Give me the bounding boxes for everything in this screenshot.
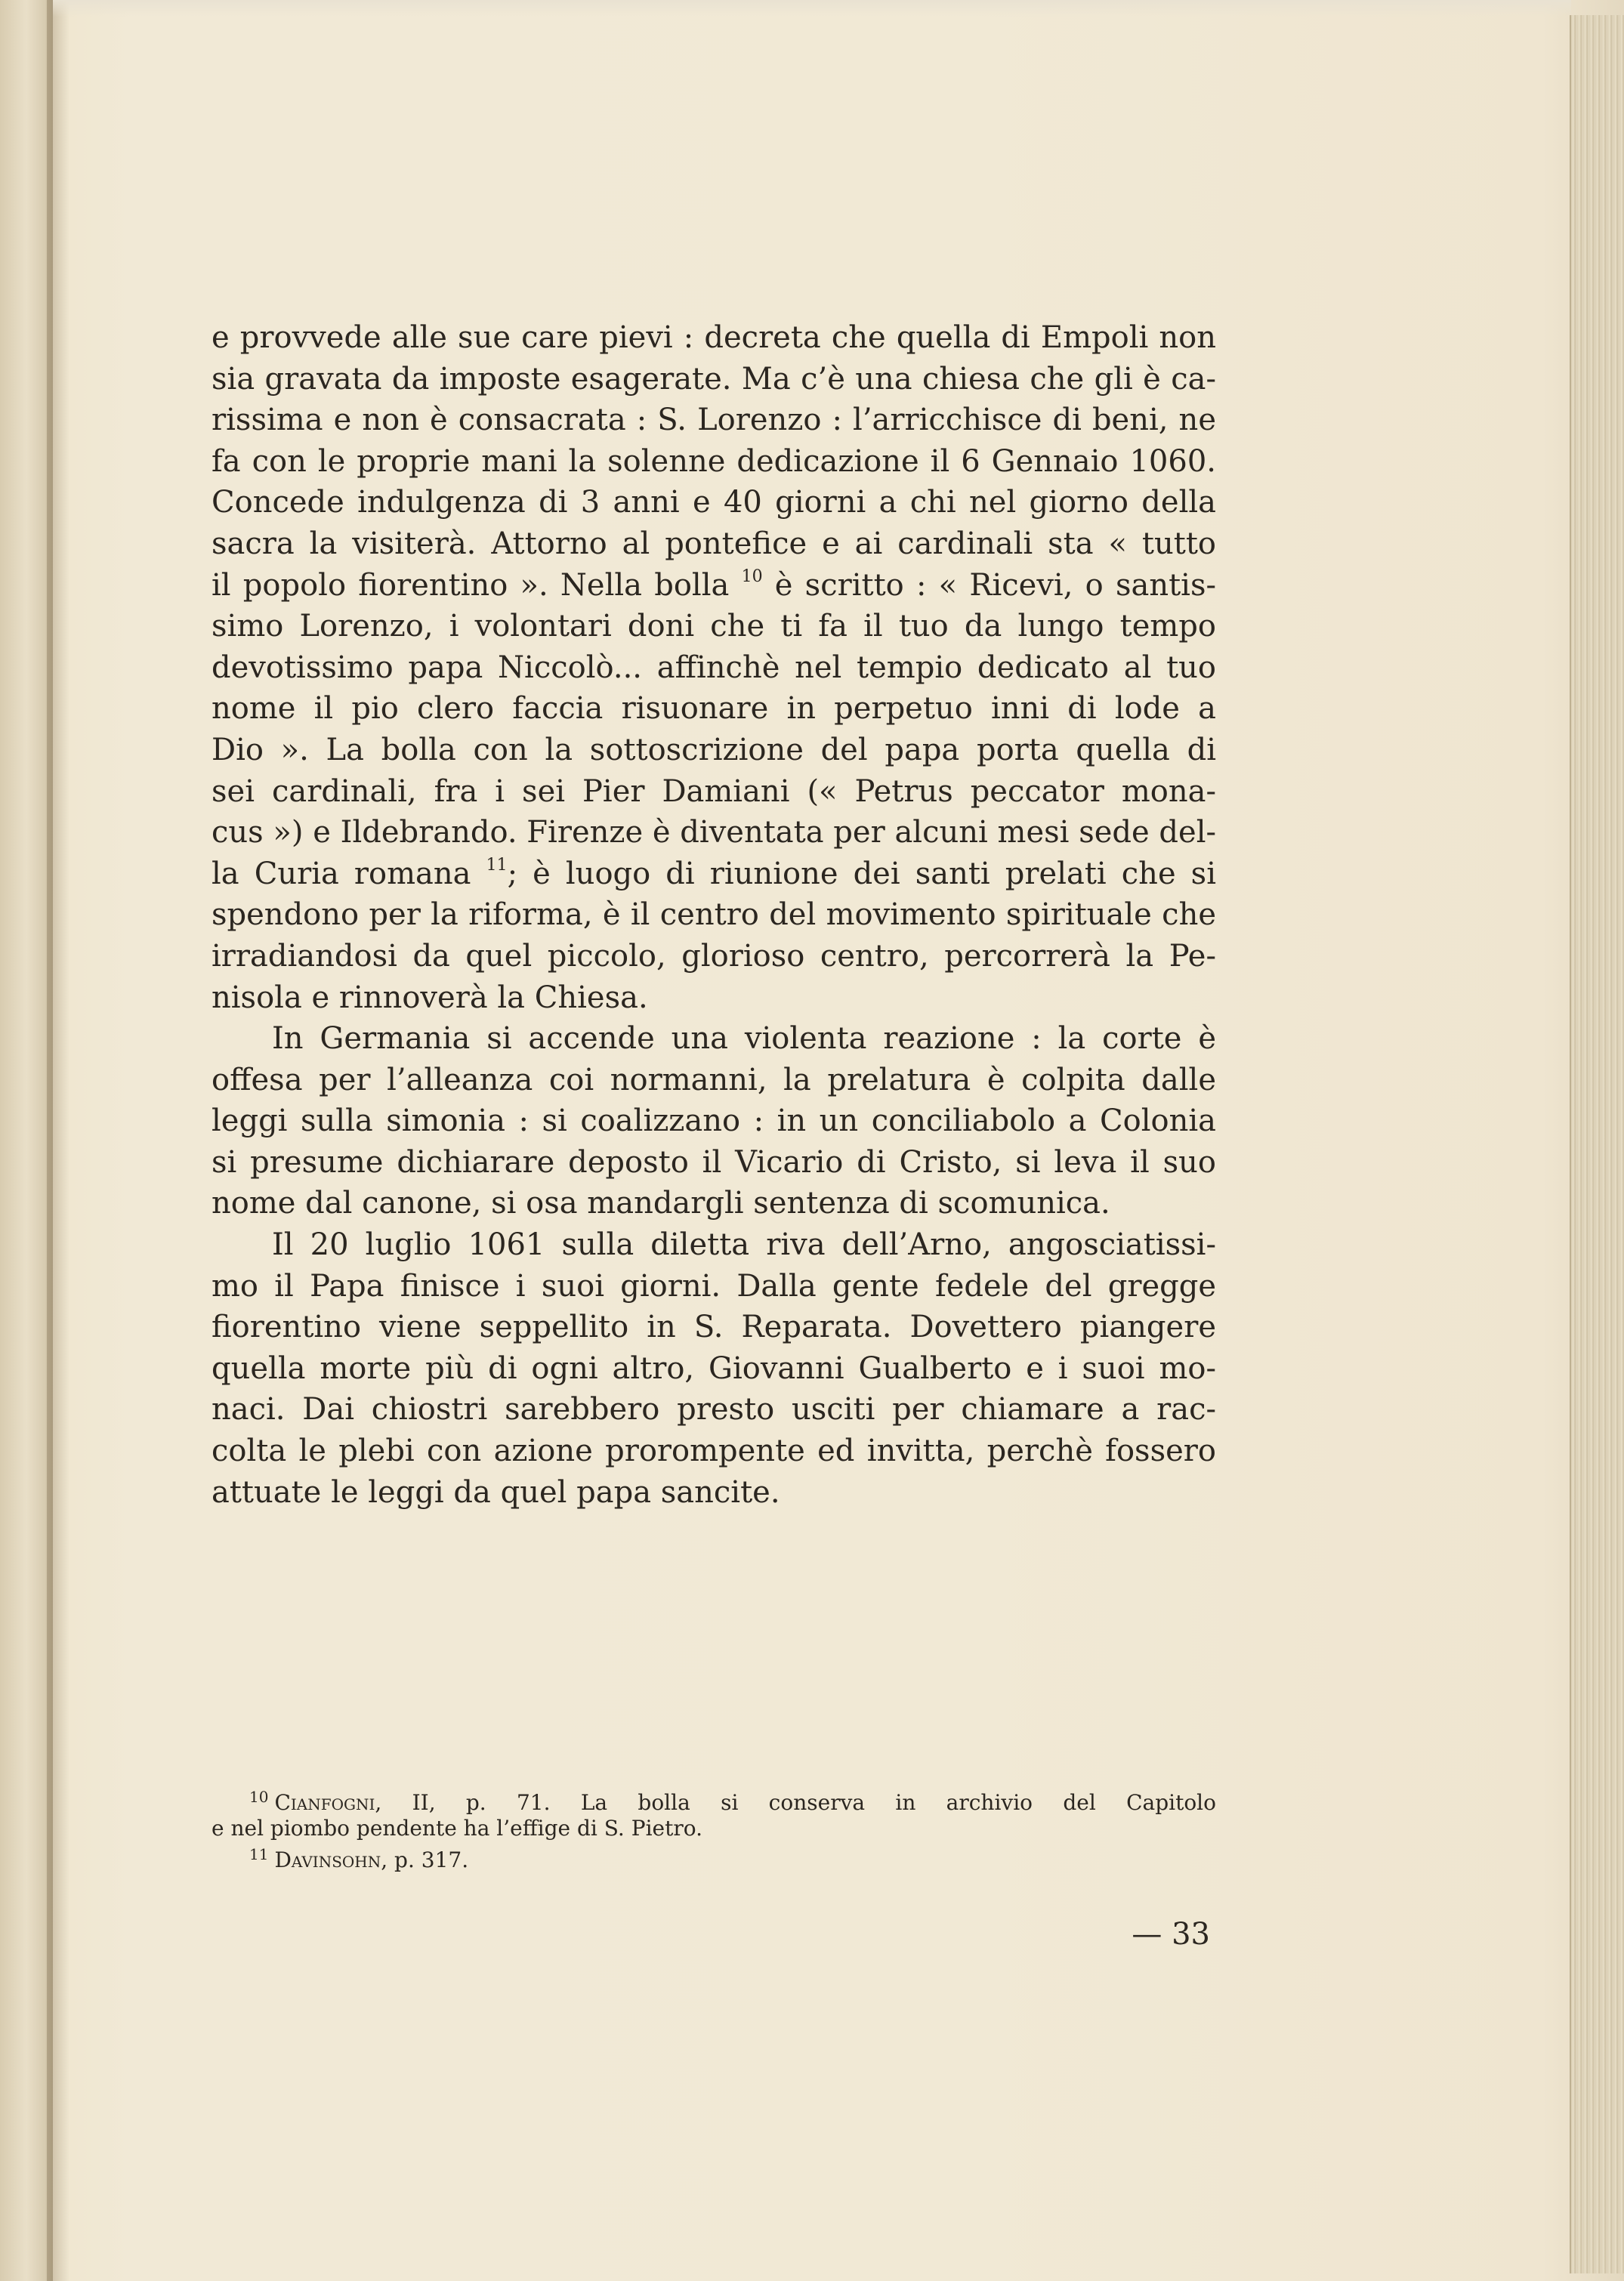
text-line: quella morte più di ogni altro, Giovanni Gualberto e i suoi mo- [211,1350,1216,1386]
gutter-shadow [47,0,69,2281]
text-line: naci. Dai chiostri sarebbero presto usciti per chiamare a rac- [211,1392,1216,1428]
text-line: Dio ». La bolla con la sottoscrizione del papa porta quella di [211,732,1216,767]
text-fragment: il popolo fiorentino ». Nella bolla [211,567,730,603]
text-line: simo Lorenzo, i volontari doni che ti fa il tuo da lungo tempo [211,609,1216,644]
text-line: Concede indulgenza di 3 anni e 40 giorni a chi nel giorno della [211,485,1216,520]
text-line: cus ») e Ildebrando. Firenze è diventata per alcuni mesi sede del- [211,815,1216,850]
text-line: mo il Papa finisce i suoi giorni. Dalla gente fedele del gregge [211,1268,1216,1304]
body-text [211,317,1216,1513]
text-line: spendono per la riforma, è il centro del movimento spirituale che [211,897,1216,933]
text-line: sia gravata da imposte esagerate. Ma c’è una chiesa che gli è ca- [211,361,1216,397]
text-line: e provvede alle sue care pievi : decreta che quella di Empoli non [211,320,1216,355]
text-line: leggi sulla simonia : si coalizzano : in un conciliabolo a Colonia [211,1103,1216,1139]
text-line: devotissimo papa Niccolò... affinchè nel tempio dedicato al tuo [211,650,1216,685]
text-line: fa con le proprie mani la solenne dedicazione il 6 Gennaio 1060. [211,443,1216,479]
text-line: irradiandosi da quel piccolo, glorioso centro, percorrerà la Pe- [211,938,1216,974]
page-number: — 33 [1132,1917,1210,1952]
footnote-text: , II, p. 71. La bolla si conserva in archivio del Capitolo [375,1790,1216,1815]
top-edge [53,0,1571,17]
text-line: si presume dichiarare deposto il Vicario di Cristo, si leva il suo [211,1144,1216,1180]
footnotes [211,1784,1216,1873]
footnote-text: , p. 317. [381,1847,469,1872]
text-line: sacra la visiterà. Attorno al pontefice e ai cardinali sta « tutto [211,526,1216,561]
footnote-10-cont: e nel piombo pendente ha l’effige di S. Pietro. [211,1816,703,1841]
footnote-ref-10: 10 [741,566,763,586]
text-line: sei cardinali, fra i sei Pier Damiani (« Petrus peccator mona- [211,773,1216,809]
footnote-number: 11 [249,1845,269,1863]
text-line-with-footnote-ref [211,565,1216,607]
text-line: rissima e non è consacrata : S. Lorenzo : l’arricchisce di beni, ne [211,403,1216,438]
text-line: attuate le leggi da quel papa sancite. [211,1474,780,1510]
left-page-edge [0,0,53,2281]
text-fragment: ; è luogo di riunione dei santi prelati che si [507,856,1217,891]
text-line: colta le plebi con azione prorompente ed invitta, perchè fossero [211,1434,1216,1469]
text-line: fiorentino viene seppellito in S. Reparata. Dovettero piangere [211,1310,1216,1345]
footnote-author: Cianfogni [274,1790,375,1815]
footnote-ref-11: 11 [486,855,508,875]
text-line-with-footnote-ref [211,853,1216,895]
footnote-11 [211,1841,1216,1873]
text-line: In Germania si accende una violenta reazione : la corte è [272,1021,1216,1057]
footnote-author: Davinsohn [274,1847,381,1872]
text-line: Il 20 luglio 1061 sulla diletta riva dell’Arno, angosciatissi- [272,1227,1216,1263]
footnote-10 [211,1784,1216,1816]
text-line: nisola e rinnoverà la Chiesa. [211,980,648,1015]
page-stack-edge [1570,15,1624,2273]
text-line: nome il pio clero faccia risuonare in perpetuo inni di lode a [211,691,1216,727]
text-fragment: la Curia romana [211,856,471,891]
footnote-number: 10 [249,1788,269,1806]
text-line: offesa per l’alleanza coi normanni, la prelatura è colpita dalle [211,1062,1216,1097]
text-fragment: è scritto : « Ricevi, o santis- [774,567,1216,603]
text-line: nome dal canone, si osa mandargli sentenza di scomunica. [211,1186,1110,1221]
